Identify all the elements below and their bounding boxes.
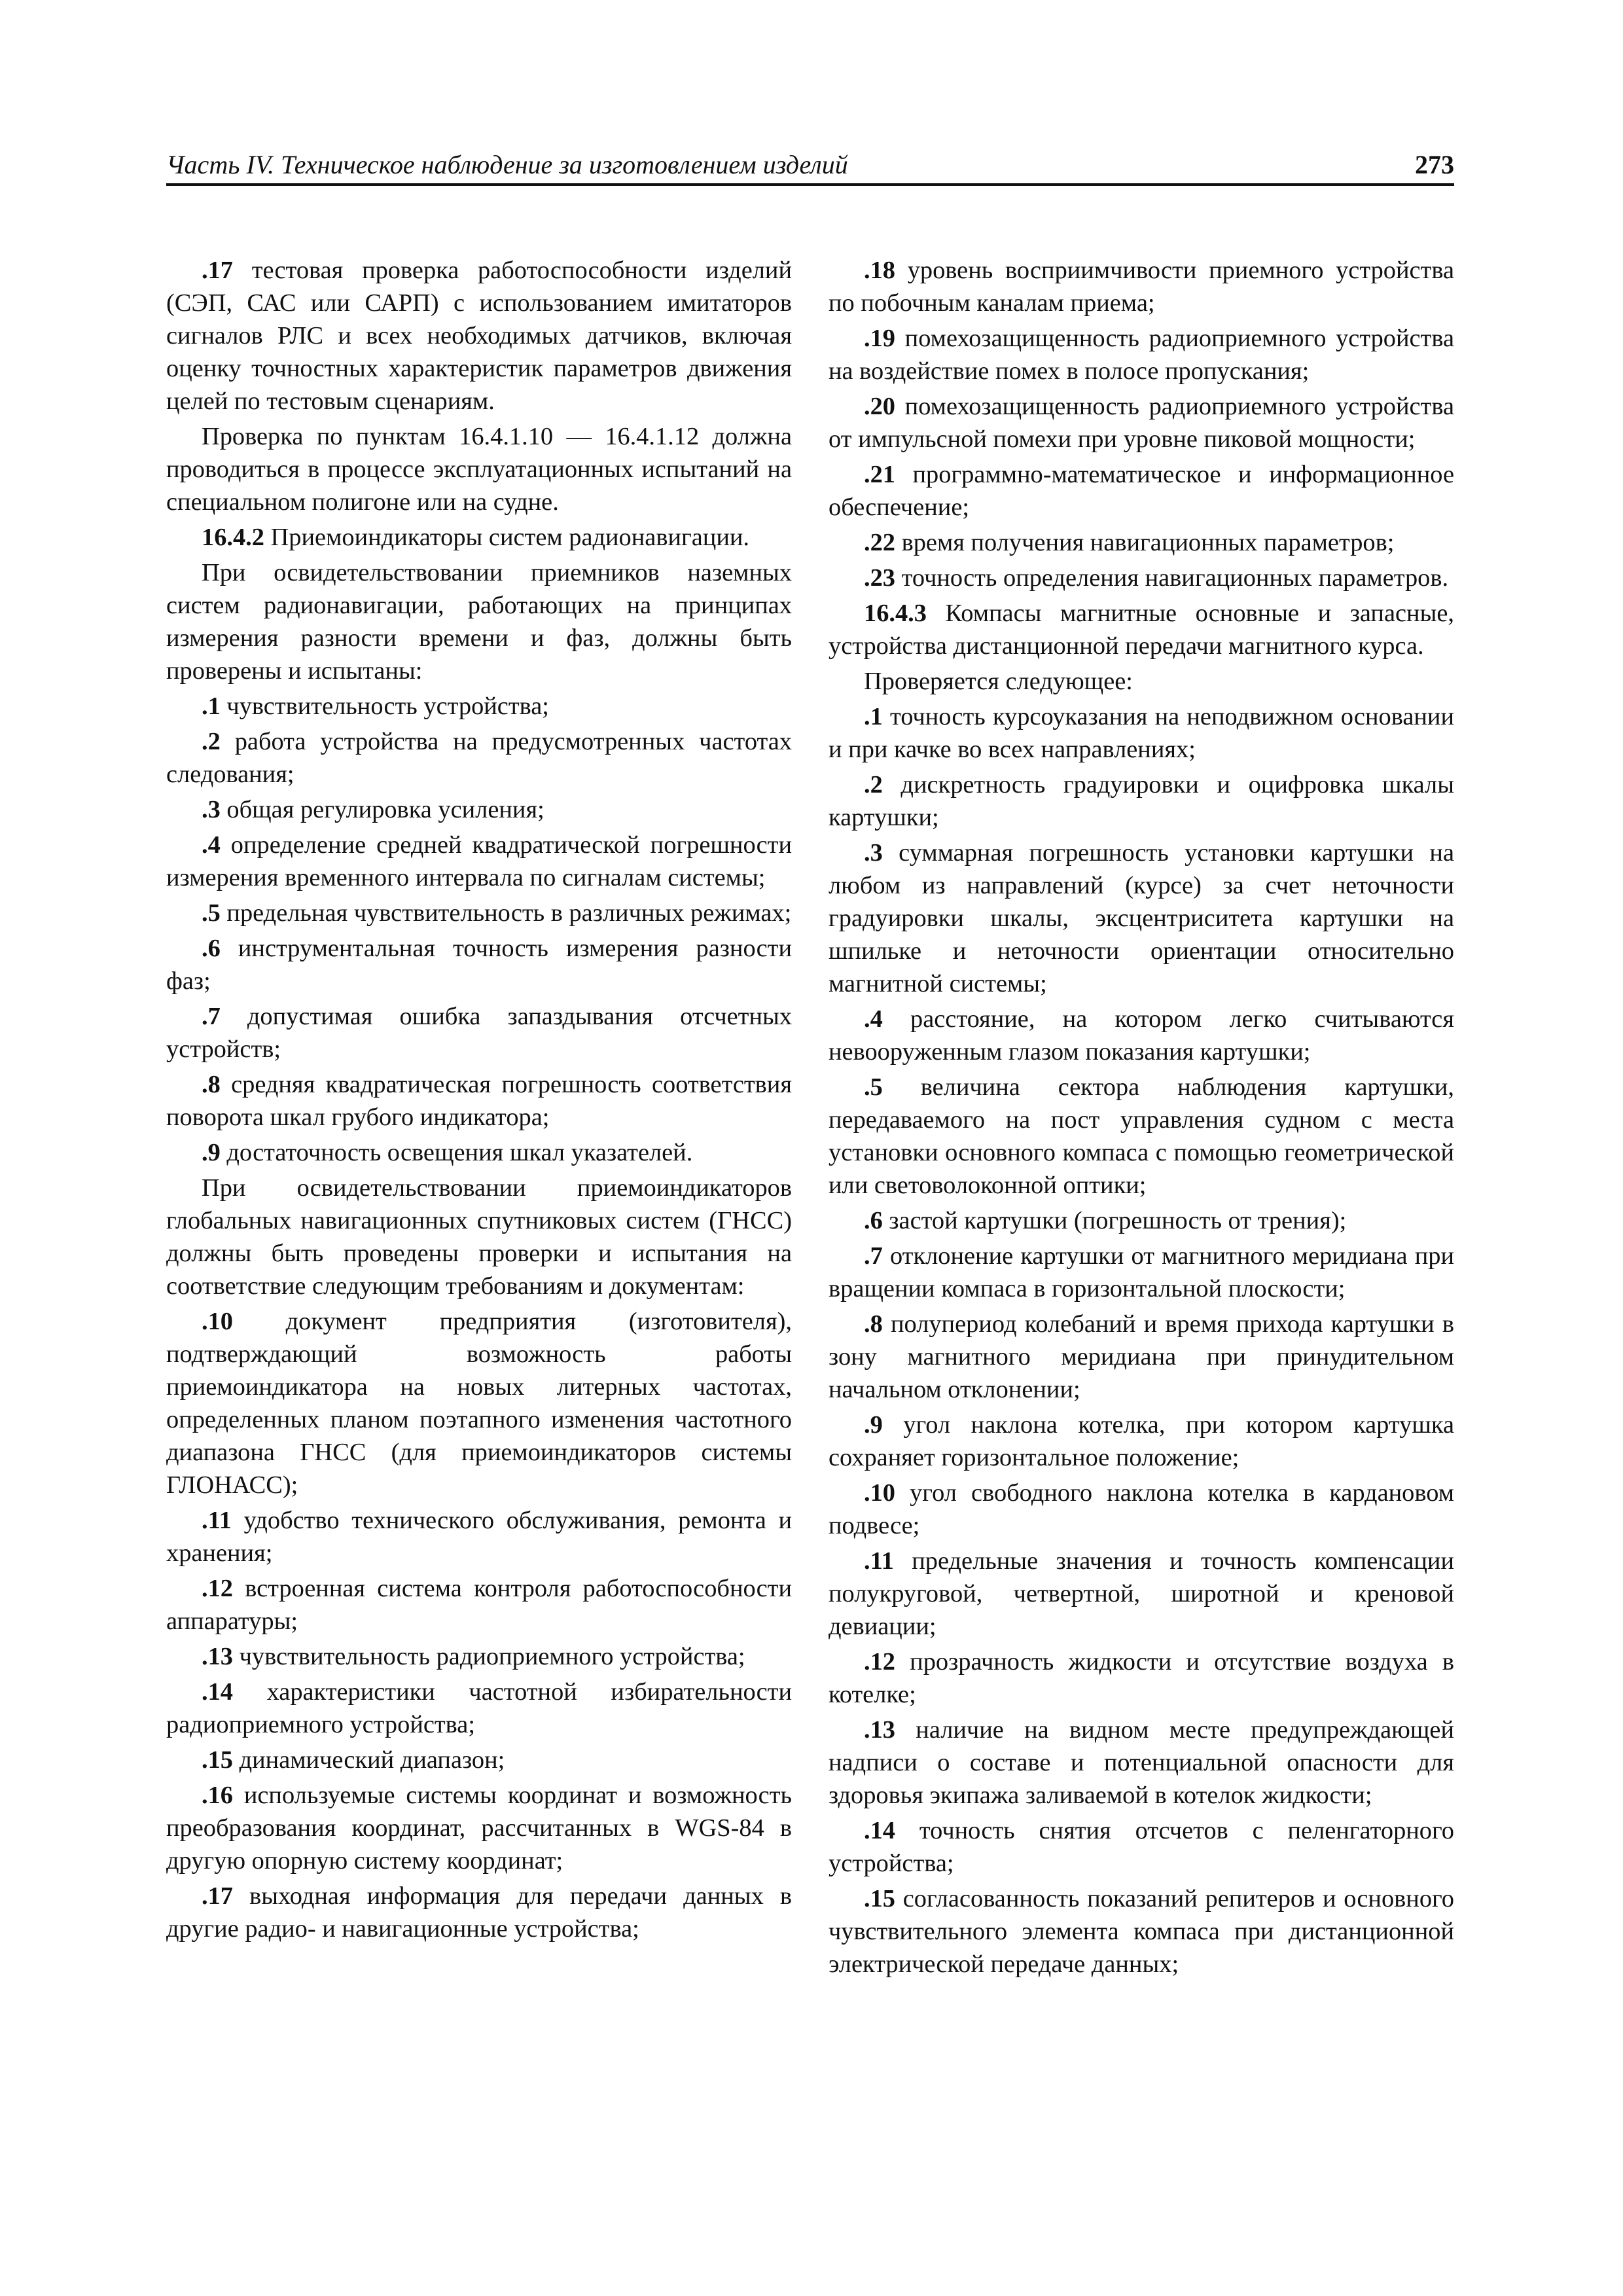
item-text: достаточность освещения шкал указателей. <box>220 1139 693 1166</box>
paragraph <box>166 1000 792 1066</box>
paragraph <box>829 1713 1454 1812</box>
paragraph <box>166 690 792 723</box>
paragraph <box>829 1882 1454 1981</box>
item-text: расстояние, на котором легко считываются невооруженным глазом показания картушки; <box>829 1005 1454 1066</box>
item-number: 16.4.3 <box>864 600 927 627</box>
item-text: выходная информация для передачи данных в другие радио- и навигационные устройства; <box>166 1882 792 1943</box>
paragraph <box>166 1779 792 1877</box>
item-number: .8 <box>202 1071 221 1098</box>
item-number: .5 <box>864 1073 883 1101</box>
item-number: .21 <box>864 461 895 488</box>
item-number: .9 <box>864 1411 883 1439</box>
item-number: .9 <box>202 1139 221 1166</box>
paragraph <box>829 526 1454 559</box>
item-text: удобство технического обслуживания, ремонта и хранения; <box>166 1507 792 1567</box>
paragraph <box>166 725 792 791</box>
item-text: Приемоиндикаторы систем радионавигации. <box>264 524 750 551</box>
item-number: .19 <box>864 325 895 352</box>
header-title: Часть IV. Техническое наблюдение за изготовлением изделий <box>166 150 848 179</box>
paragraph <box>166 1068 792 1134</box>
paragraph <box>829 1477 1454 1542</box>
item-text: динамический диапазон; <box>233 1746 505 1774</box>
item-number: .3 <box>864 839 883 867</box>
item-number: .16 <box>202 1782 233 1809</box>
item-text: документ предприятия (изготовителя), подтверждающий возможность работы приемоиндикатора на новых литерных частотах, определенных планом поэтапного изменения частотного диапазона ГНСС (для приемоиндикаторов системы ГЛОНАСС); <box>166 1308 792 1499</box>
item-text: чувствительность устройства; <box>220 692 549 720</box>
paragraph <box>829 1545 1454 1643</box>
item-number: .22 <box>864 529 895 556</box>
paragraph <box>829 768 1454 834</box>
item-text: согласованность показаний репитеров и основного чувствительного элемента компаса при дистанционной электрической передаче данных; <box>829 1885 1454 1978</box>
item-number: .1 <box>864 703 883 730</box>
item-text: работа устройства на предусмотренных частотах следования; <box>166 728 792 788</box>
paragraph <box>166 556 792 687</box>
item-number: .20 <box>864 393 895 420</box>
right-column <box>829 254 1454 1983</box>
running-header <box>166 143 1454 186</box>
item-number: .1 <box>202 692 221 720</box>
item-number: .11 <box>864 1547 894 1575</box>
item-text: уровень восприимчивости приемного устройства по побочным каналам приема; <box>829 257 1454 317</box>
item-number: .13 <box>202 1643 233 1670</box>
paragraph <box>166 897 792 929</box>
paragraph <box>829 1814 1454 1880</box>
paragraph <box>829 700 1454 766</box>
item-text: прозрачность жидкости и отсутствие воздуха в котелке; <box>829 1648 1454 1708</box>
paragraph <box>829 1204 1454 1237</box>
item-text: застой картушки (погрешность от трения); <box>882 1207 1347 1234</box>
item-text: угол наклона котелка, при котором картушка сохраняет горизонтальное положение; <box>829 1411 1454 1471</box>
paragraph <box>829 1408 1454 1474</box>
item-text: суммарная погрешность установки картушки на любом из направлений (курсе) за счет неточности градуировки шкалы, эксцентриситета картушки на шпильке и неточности ориентации относительно магнитной системы; <box>829 839 1454 997</box>
item-number: .11 <box>202 1507 232 1534</box>
item-text: тестовая проверка работоспособности изделий (СЭП, САС или САРП) с использованием имитаторов сигналов РЛС и всех необходимых датчиков, включая оценку точностных характеристик параметров движения целей по тестовым сценариям. <box>166 257 792 415</box>
item-number: .5 <box>202 899 221 927</box>
paragraph <box>166 521 792 554</box>
paragraph <box>166 1744 792 1776</box>
item-number: .4 <box>864 1005 883 1033</box>
item-number: .13 <box>864 1716 895 1744</box>
paragraph <box>829 1308 1454 1406</box>
paragraph <box>829 1240 1454 1305</box>
item-text: используемые системы координат и возможность преобразования координат, рассчитанных в WGS-84 в другую опорную систему координат; <box>166 1782 792 1874</box>
item-text: При освидетельствовании приемников наземных систем радионавигации, работающих на принципах измерения разности времени и фаз, должны быть проверены и испытаны: <box>166 559 792 685</box>
paragraph <box>829 458 1454 524</box>
paragraph <box>166 932 792 997</box>
item-text: помехозащищенность радиоприемного устройства от импульсной помехи при уровне пиковой мощности; <box>829 393 1454 453</box>
paragraph <box>166 1136 792 1169</box>
item-number: .4 <box>202 831 221 859</box>
item-text: предельные значения и точность компенсации полукруговой, четвертной, широтной и креновой девиации; <box>829 1547 1454 1640</box>
item-number: .2 <box>202 728 221 755</box>
paragraph <box>829 1645 1454 1711</box>
paragraph <box>829 390 1454 456</box>
paragraph <box>166 1305 792 1501</box>
item-number: .7 <box>864 1242 883 1270</box>
item-text: предельная чувствительность в различных режимах; <box>220 899 792 927</box>
item-text: При освидетельствовании приемоиндикаторов глобальных навигационных спутниковых систем (ГНСС) должны быть проведены проверки и испытания на соответствие следующим требованиям и документам: <box>166 1174 792 1300</box>
item-number: .10 <box>864 1479 895 1507</box>
paragraph <box>166 1172 792 1302</box>
item-text: программно-математическое и информационное обеспечение; <box>829 461 1454 521</box>
paragraph <box>166 829 792 894</box>
paragraph <box>829 1003 1454 1068</box>
paragraph <box>829 562 1454 594</box>
item-text: отклонение картушки от магнитного меридиана при вращении компаса в горизонтальной плоскости; <box>829 1242 1454 1302</box>
item-number: .15 <box>202 1746 233 1774</box>
item-number: .10 <box>202 1308 233 1335</box>
item-text: величина сектора наблюдения картушки, передаваемого на пост управления судном с места установки основного компаса с помощью геометрической или световолоконной оптики; <box>829 1073 1454 1199</box>
paragraph <box>166 1640 792 1673</box>
item-text: время получения навигационных параметров; <box>895 529 1395 556</box>
paragraph <box>829 254 1454 319</box>
item-text: точность курсоуказания на неподвижном основании и при качке во всех направлениях; <box>829 703 1454 763</box>
item-number: .12 <box>202 1575 233 1602</box>
item-number: .7 <box>202 1003 221 1030</box>
left-column <box>166 254 792 1948</box>
item-text: точность определения навигационных параметров. <box>895 564 1449 592</box>
paragraph <box>829 1071 1454 1202</box>
item-text: инструментальная точность измерения разности фаз; <box>166 935 792 995</box>
item-text: полупериод колебаний и время прихода картушки в зону магнитного меридиана при принудительном начальном отклонении; <box>829 1310 1454 1403</box>
item-text: чувствительность радиоприемного устройства; <box>233 1643 745 1670</box>
item-text: определение средней квадратической погрешности измерения временного интервала по сигналам системы; <box>166 831 792 891</box>
item-text: дискретность градуировки и оцифровка шкалы картушки; <box>829 771 1454 831</box>
item-number: .12 <box>864 1648 895 1676</box>
paragraph <box>166 1572 792 1638</box>
item-text: встроенная система контроля работоспособности аппаратуры; <box>166 1575 792 1635</box>
item-text: характеристики частотной избирательности радиоприемного устройства; <box>166 1678 792 1738</box>
paragraph <box>829 836 1454 1000</box>
paragraph <box>829 665 1454 698</box>
item-number: 16.4.2 <box>202 524 264 551</box>
paragraph <box>166 420 792 518</box>
item-text: Компасы магнитные основные и запасные, устройства дистанционной передачи магнитного курса. <box>829 600 1454 660</box>
item-number: .8 <box>864 1310 883 1338</box>
paragraph <box>829 322 1454 387</box>
item-number: .2 <box>864 771 883 798</box>
item-number: .17 <box>202 257 233 284</box>
item-number: .23 <box>864 564 895 592</box>
item-number: .14 <box>864 1817 895 1844</box>
page-number: 273 <box>1415 150 1454 179</box>
paragraph <box>166 793 792 826</box>
item-number: .18 <box>864 257 895 284</box>
item-number: .17 <box>202 1882 233 1910</box>
item-text: общая регулировка усиления; <box>220 796 544 823</box>
item-text: Проверка по пунктам 16.4.1.10 — 16.4.1.12 должна проводиться в процессе эксплуатационных испытаний на специальном полигоне или на судне. <box>166 423 792 516</box>
item-text: средняя квадратическая погрешность соответствия поворота шкал грубого индикатора; <box>166 1071 792 1131</box>
item-number: .3 <box>202 796 221 823</box>
item-number: .6 <box>202 935 221 962</box>
paragraph <box>166 1880 792 1945</box>
item-text: допустимая ошибка запаздывания отсчетных устройств; <box>166 1003 792 1063</box>
item-text: наличие на видном месте предупреждающей надписи о составе и потенциальной опасности для здоровья экипажа заливаемой в котелок жидкости; <box>829 1716 1454 1809</box>
paragraph <box>166 1504 792 1570</box>
item-text: Проверяется следующее: <box>864 668 1133 695</box>
item-number: .15 <box>864 1885 895 1912</box>
paragraph <box>829 597 1454 662</box>
item-text: помехозащищенность радиоприемного устройства на воздействие помех в полосе пропускания; <box>829 325 1454 385</box>
item-text: точность снятия отсчетов с пеленгаторного устройства; <box>829 1817 1454 1877</box>
paragraph <box>166 1676 792 1741</box>
paragraph <box>166 254 792 418</box>
item-number: .14 <box>202 1678 233 1706</box>
item-text: угол свободного наклона котелка в кардановом подвесе; <box>829 1479 1454 1539</box>
item-number: .6 <box>864 1207 883 1234</box>
